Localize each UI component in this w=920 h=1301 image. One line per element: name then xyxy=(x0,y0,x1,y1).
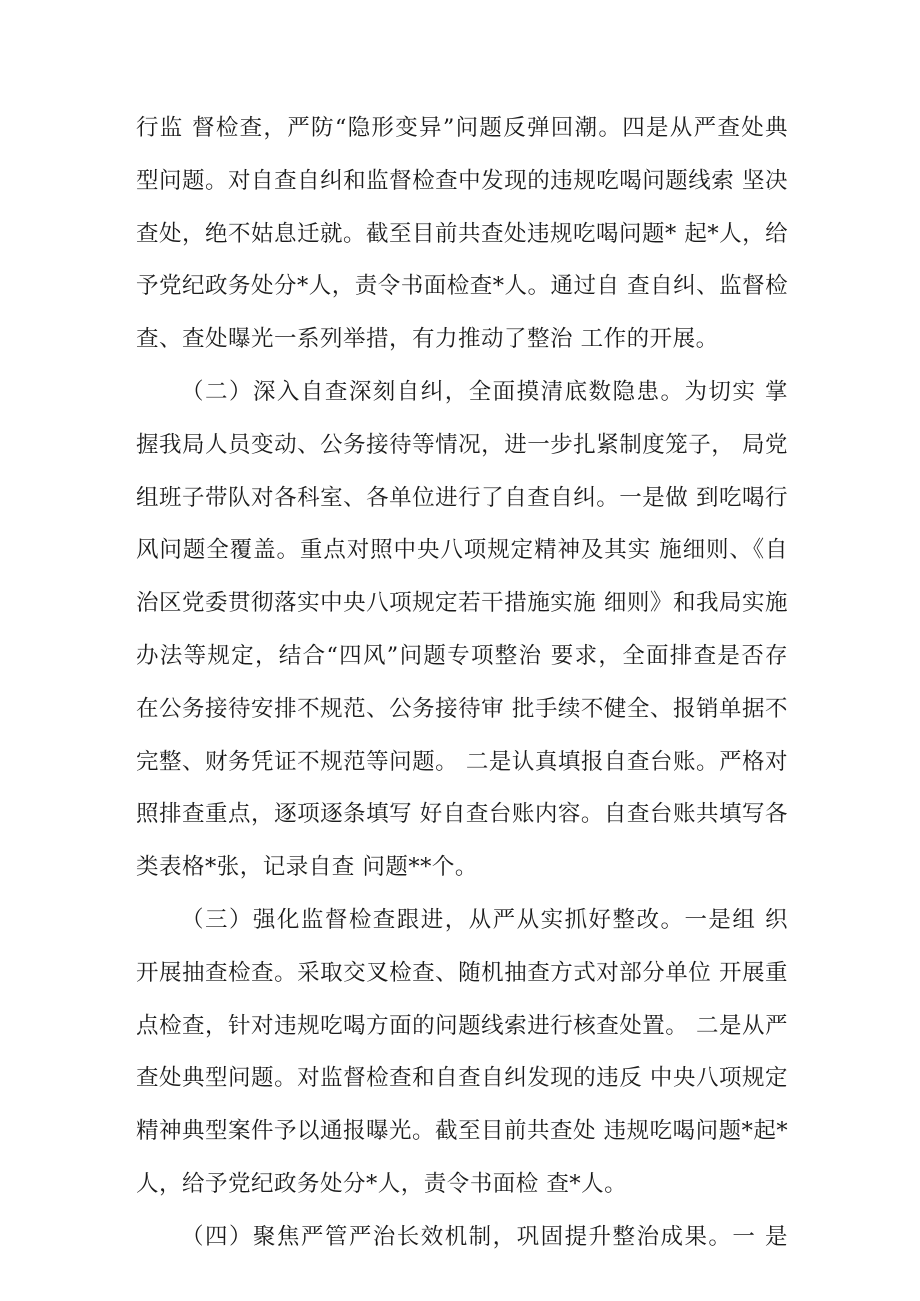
text-line: 查处典型问题。对监督检查和自查自纠发现的违反 中央八项规定 xyxy=(136,1065,788,1092)
text-line: （四）聚焦严管严治长效机制，巩固提升整治成果。一 是 xyxy=(181,1223,788,1250)
text-line: 点检查，针对违规吃喝方面的问题线索进行核查处置。 二是从严 xyxy=(136,1012,788,1039)
text-line: 行监 督检查，严防“隐形变异”问题反弹回潮。四是从严查处典 xyxy=(136,115,788,141)
text-line: 精神典型案件予以通报曝光。截至目前共查处 违规吃喝问题*起* xyxy=(136,1118,788,1145)
text-line: 治区党委贯彻落实中央八项规定若干措施实施 细则》和我局实施 xyxy=(136,590,788,617)
paragraph-2 xyxy=(136,366,788,894)
text-line: 握我局人员变动、公务接待等情况，进一步扎紧制度笼子， 局党 xyxy=(136,431,788,458)
paragraph-1 xyxy=(136,102,788,366)
text-line: 人，给予党纪政务处分*人，责令书面检 查*人。 xyxy=(136,1170,628,1197)
text-line: 组班子带队对各科室、各单位进行了自查自纠。一是做 到吃喝行 xyxy=(136,484,788,511)
text-line: 开展抽查检查。采取交叉检查、随机抽查方式对部分单位 开展重 xyxy=(136,959,788,986)
paragraph-3 xyxy=(136,894,788,1211)
paragraph-4 xyxy=(136,1211,788,1264)
text-line: 予党纪政务处分*人，责令书面检查*人。通过自 查自纠、监督检 xyxy=(136,273,788,300)
text-line: （三）强化监督检查跟进，从严从实抓好整改。一是组 织 xyxy=(181,906,788,933)
text-line: 查处，绝不姑息迁就。截至目前共查处违规吃喝问题* 起*人，给 xyxy=(136,220,788,247)
text-line: 在公务接待安排不规范、公务接待审 批手续不健全、报销单据不 xyxy=(136,695,788,722)
text-line: 风问题全覆盖。重点对照中央八项规定精神及其实 施细则、《自 xyxy=(136,537,788,564)
text-line: （二）深入自查深刻自纠，全面摸清底数隐患。为切实 掌 xyxy=(181,378,788,405)
text-line: 照排查重点，逐项逐条填写 好自查台账内容。自查台账共填写各 xyxy=(136,801,788,828)
text-line: 类表格*张，记录自查 问题**个。 xyxy=(136,854,478,881)
document-body xyxy=(136,102,788,1264)
text-line: 完整、财务凭证不规范等问题。 二是认真填报自查台账。严格对 xyxy=(136,748,788,775)
text-line: 办法等规定，结合“四风”问题专项整治 要求，全面排查是否存 xyxy=(136,642,788,669)
text-line: 查、查处曝光一系列举措，有力推动了整治 工作的开展。 xyxy=(136,326,719,353)
text-line: 型问题。对自查自纠和监督检查中发现的违规吃喝问题线索 坚决 xyxy=(136,167,788,194)
